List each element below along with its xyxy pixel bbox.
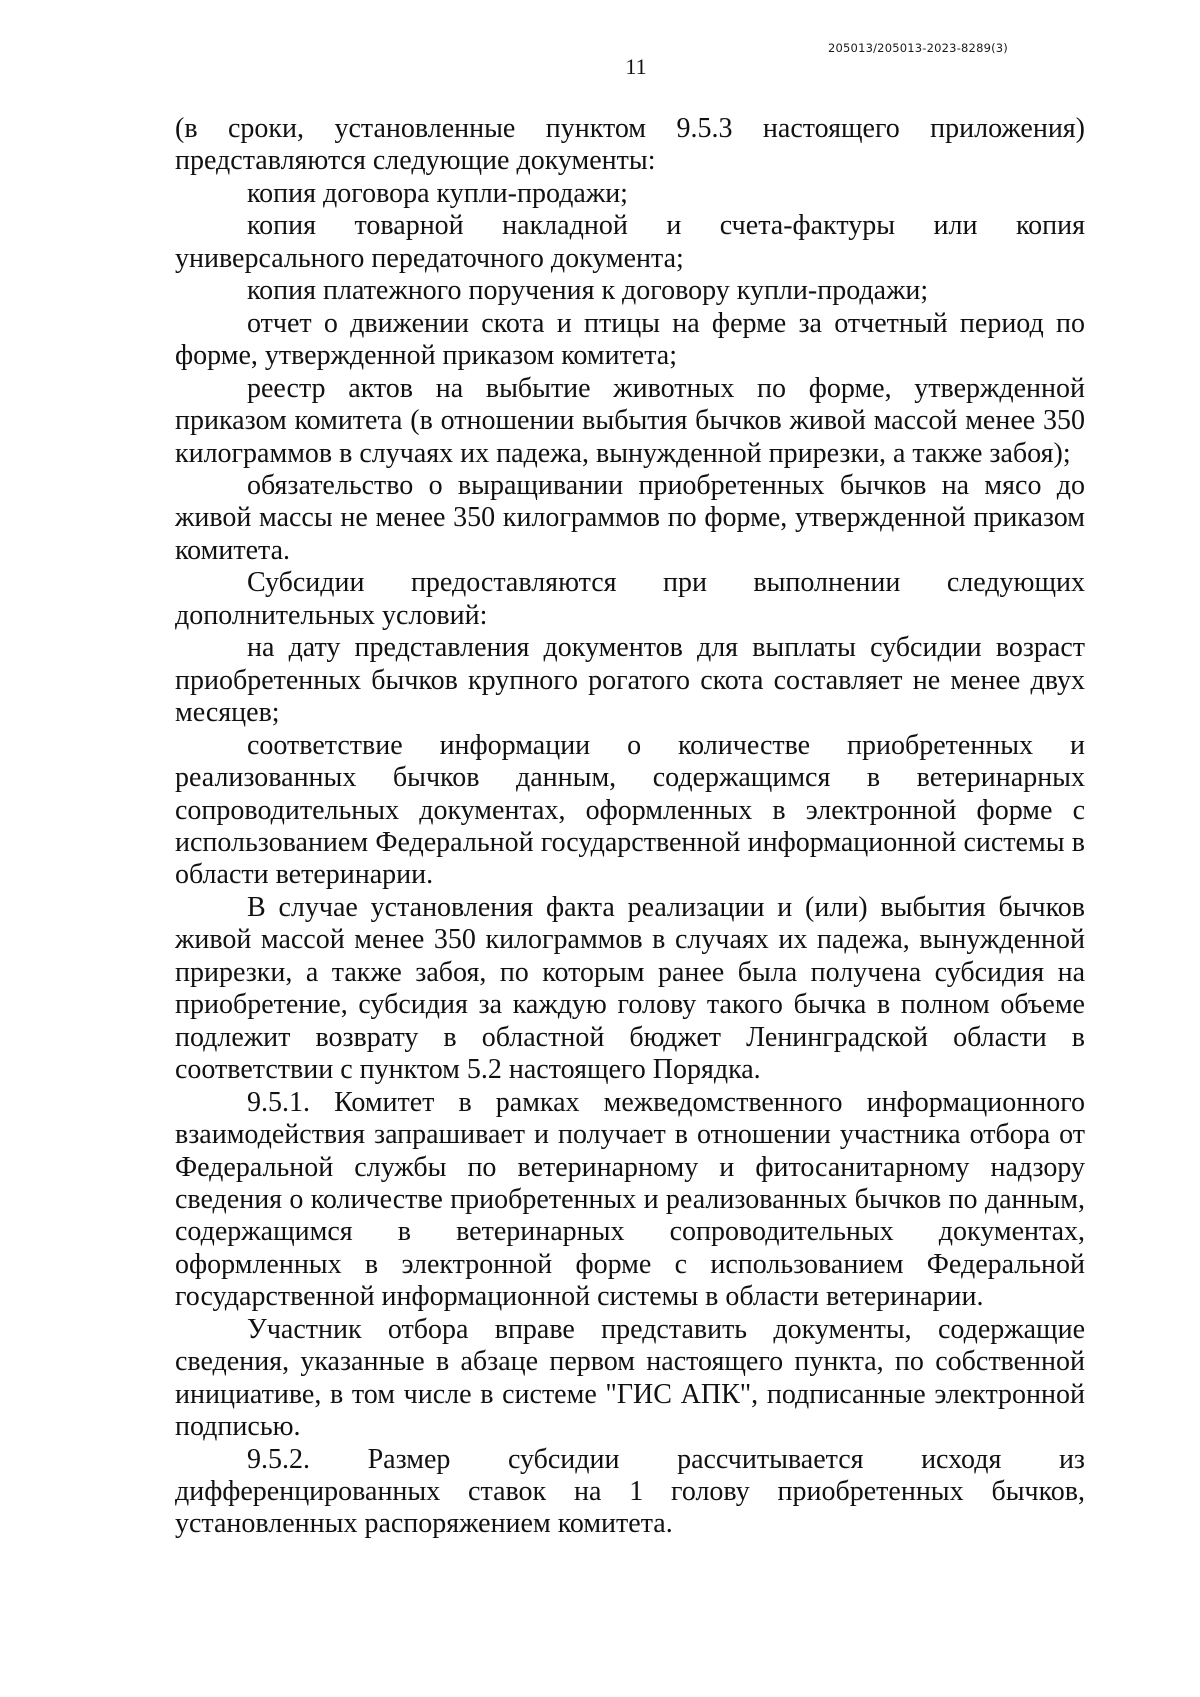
document-registration-code: 205013/205013-2023-8289(3) — [828, 41, 1008, 55]
paragraph-subsidy-conditions: Субсидии предоставляются при выполнении следующих дополнительных условий: — [175, 567, 1085, 631]
document-body — [175, 113, 1085, 1541]
clause-9-5-2: 9.5.2. Размер субсидии рассчитывается исходя из дифференцированных ставок на 1 голову приобретенных бычков, установленных распоряжением комитета. — [175, 1443, 1085, 1540]
list-item-disposal-register: реестр актов на выбытие животных по форме, утвержденной приказом комитета (в отношении выбытия бычков живой массой менее 350 килограммов в случаях их падежа, вынужденной прирезки, а также забоя); — [175, 372, 1085, 469]
page-number: 11 — [625, 54, 647, 79]
list-item-rearing-obligation: обязательство о выращивании приобретенных бычков на мясо до живой массы не менее 350 килограммов по форме, утвержденной приказом комитета. — [175, 469, 1085, 566]
list-item-payment-order-copy: копия платежного поручения к договору купли-продажи; — [247, 275, 929, 307]
condition-age: на дату представления документов для выплаты субсидии возраст приобретенных бычков крупного рогатого скота составляет не менее двух месяцев; — [175, 632, 1085, 729]
paragraph-continuation: (в сроки, установленные пунктом 9.5.3 настоящего приложения) представляются следующие документы: — [175, 113, 1085, 177]
paragraph-participant-right: Участник отбора вправе представить документы, содержащие сведения, указанные в абзаце первом настоящего пункта, по собственной инициативе, в том числе в системе "ГИС АПК", подписанные электронной подписью. — [175, 1313, 1085, 1443]
list-item-contract-copy: копия договора купли-продажи; — [247, 177, 628, 209]
list-item-livestock-report: отчет о движении скота и птицы на ферме за отчетный период по форме, утвержденной приказом комитета; — [175, 307, 1085, 372]
clause-9-5-1: 9.5.1. Комитет в рамках межведомственного информационного взаимодействия запрашивает и получает в отношении участника отбора от Федеральной службы по ветеринарному и фитосанитарному надзору сведения о количестве приобретенных и реализованных бычков по данным, содержащимся в ветеринарных сопроводительных документах, оформленных в электронной форме с использованием Федеральной государственной информационной системы в области ветеринарии. — [175, 1086, 1085, 1313]
list-item-invoice-copy: копия товарной накладной и счета-фактуры или копия универсального передаточного документа; — [175, 210, 1085, 274]
condition-information-match: соответствие информации о количестве приобретенных и реализованных бычков данным, содержащимся в ветеринарных сопроводительных документах, оформленных в электронной форме с использованием Федеральной государственной информационной системы в области ветеринарии. — [175, 729, 1085, 891]
paragraph-refund: В случае установления факта реализации и (или) выбытия бычков живой массой менее 350 килограммов в случаях их падежа, вынужденной прирезки, а также забоя, по которым ранее была получена субсидия на приобретение, субсидия за каждую голову такого бычка в полном объеме подлежит возврату в областной бюджет Ленинградской области в соответствии с пунктом 5.2 настоящего Порядка. — [175, 891, 1085, 1086]
